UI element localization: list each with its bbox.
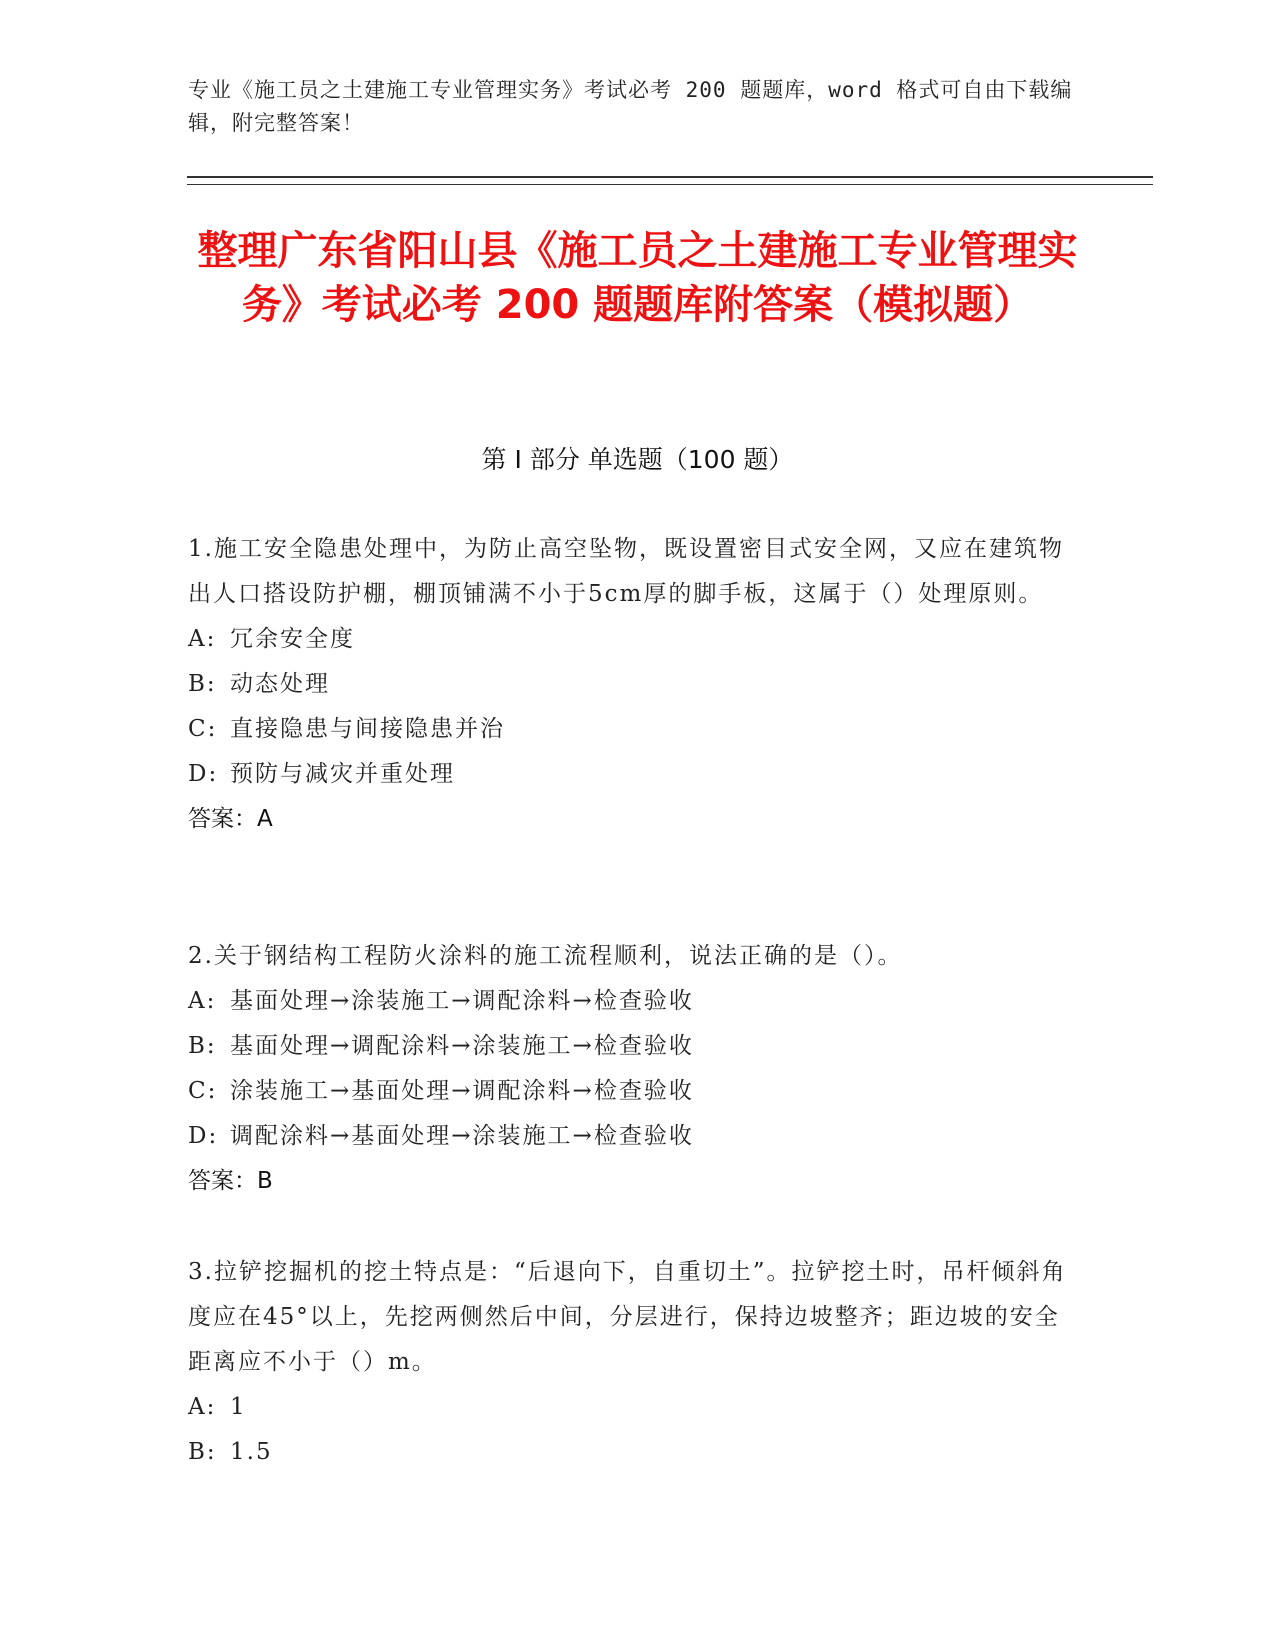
header-divider-thick (187, 176, 1153, 178)
question-1 (188, 527, 1068, 842)
option-c (188, 707, 1068, 752)
option-text: 预防与减灾并重处理 (230, 761, 455, 787)
question-text: 1.施工安全隐患处理中，为防止高空坠物，既设置密目式安全网，又应在建筑物出人口搭设防护棚，棚顶铺满不小于5cm厚的脚手板，这属于（）处理原则。 (188, 536, 1064, 607)
option-text: 涂装施工→基面处理→调配涂料→检查验收 (230, 1078, 694, 1104)
answer: 答案：B (188, 1168, 273, 1194)
option-letter: B: (188, 1033, 217, 1059)
question-text: 3.拉铲挖掘机的挖土特点是：“后退向下，自重切土”。拉铲挖土时，吊杆倾斜角度应在45°以上，先挖两侧然后中间，分层进行，保持边坡整齐；距边坡的安全距离应不小于（）m。 (188, 1259, 1067, 1375)
option-letter: A: (188, 988, 217, 1014)
option-text: 直接隐患与间接隐患并治 (230, 716, 505, 742)
option-letter: B: (188, 671, 217, 697)
option-b (188, 1024, 1068, 1069)
option-b (188, 1430, 1068, 1475)
option-c (188, 1069, 1068, 1114)
document-title: 整理广东省阳山县《施工员之土建施工专业管理实务》考试必考 200 题题库附答案（模拟题） (197, 228, 1078, 328)
option-letter: D: (188, 761, 219, 787)
option-letter: D: (188, 1123, 219, 1149)
option-text: 冗余安全度 (230, 626, 355, 652)
header-divider-thin (187, 184, 1153, 185)
question-2 (188, 934, 1068, 1204)
option-d (188, 1114, 1068, 1159)
question-text: 2.关于钢结构工程防火涂料的施工流程顺利，说法正确的是（）。 (188, 943, 903, 969)
option-a (188, 1385, 1068, 1430)
question-3 (188, 1250, 1068, 1475)
option-text: 1.5 (230, 1439, 273, 1465)
option-text: 基面处理→调配涂料→涂装施工→检查验收 (230, 1033, 694, 1059)
option-letter: C: (188, 716, 218, 742)
answer: 答案：A (188, 806, 273, 832)
option-b (188, 662, 1068, 707)
option-text: 基面处理→涂装施工→调配涂料→检查验收 (230, 988, 694, 1014)
option-a (188, 617, 1068, 662)
option-text: 1 (230, 1394, 247, 1420)
option-a (188, 979, 1068, 1024)
option-text: 调配涂料→基面处理→涂装施工→检查验收 (230, 1123, 694, 1149)
option-text: 动态处理 (230, 671, 330, 697)
section-title: 第 I 部分 单选题（100 题） (481, 445, 794, 474)
option-letter: C: (188, 1078, 218, 1104)
option-letter: B: (188, 1439, 217, 1465)
option-d (188, 752, 1068, 797)
option-letter: A: (188, 626, 217, 652)
option-letter: A: (188, 1394, 217, 1420)
header-note: 专业《施工员之土建施工专业管理实务》考试必考 200 题题库，word 格式可自由下载编辑，附完整答案！ (188, 78, 1073, 135)
